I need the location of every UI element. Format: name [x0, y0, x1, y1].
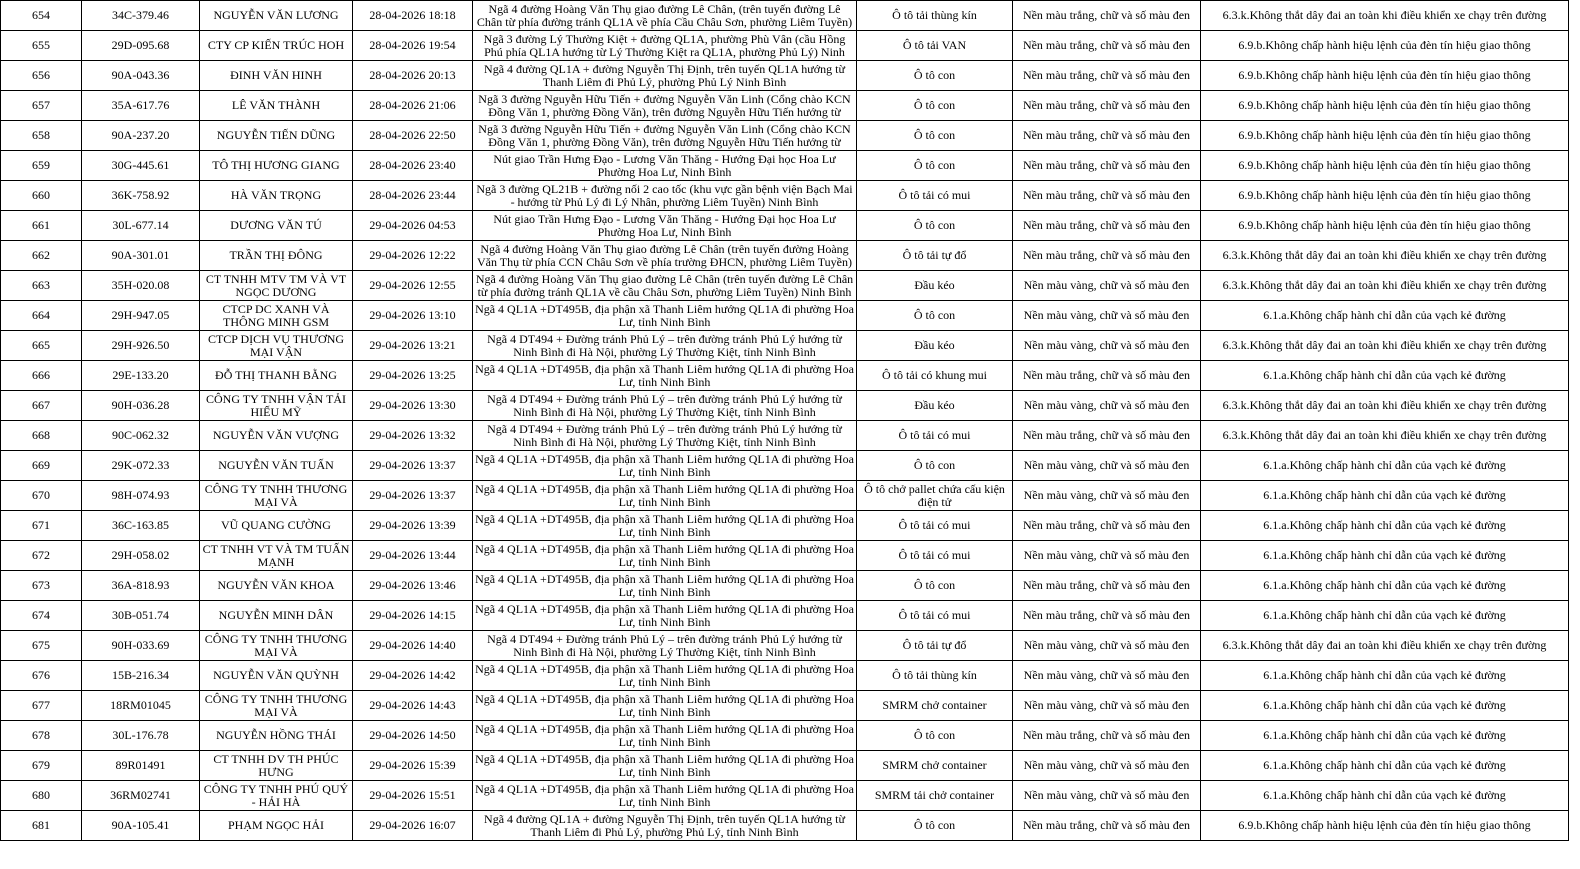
violation-description-cell: 6.1.a.Không chấp hành chỉ dẫn của vạch kẻ đường [1201, 691, 1569, 721]
violation-description-cell: 6.3.k.Không thắt dây đai an toàn khi điều khiển xe chạy trên đường [1201, 421, 1569, 451]
violation-description-cell: 6.1.a.Không chấp hành chỉ dẫn của vạch kẻ đường [1201, 781, 1569, 811]
violation-time-cell: 29-04-2026 14:50 [353, 721, 473, 751]
owner-name-cell: CT TNHH MTV TM VÀ VT NGỌC DƯƠNG [200, 271, 353, 301]
table-row [1, 391, 1569, 421]
license-plate-cell: 34C-379.46 [82, 1, 200, 31]
owner-name-cell: ĐỖ THỊ THANH BẰNG [200, 361, 353, 391]
violation-location-cell: Ngã 4 DT494 + Đường tránh Phủ Lý – trên đường tránh Phủ Lý hướng từ Ninh Bình đi Hà Nội, phường Lý Thường Kiệt, tỉnh Ninh Bình [473, 391, 857, 421]
table-row [1, 271, 1569, 301]
license-plate-cell: 90H-036.28 [82, 391, 200, 421]
violation-location-cell: Ngã 4 DT494 + Đường tránh Phủ Lý – trên đường tránh Phủ Lý hướng từ Ninh Bình đi Hà Nội, phường Lý Thường Kiệt, tỉnh Ninh Bình [473, 631, 857, 661]
table-row [1, 781, 1569, 811]
violation-description-cell: 6.1.a.Không chấp hành chỉ dẫn của vạch kẻ đường [1201, 571, 1569, 601]
violation-location-cell: Ngã 4 QL1A +DT495B, địa phận xã Thanh Liêm hướng QL1A đi phường Hoa Lư, tỉnh Ninh Bình [473, 661, 857, 691]
violation-time-cell: 28-04-2026 23:44 [353, 181, 473, 211]
table-body [1, 1, 1569, 841]
violation-location-cell: Ngã 3 đường Nguyễn Hữu Tiến + đường Nguyễn Văn Linh (Cổng chào KCN Đồng Văn 1, phường Đồng Văn), trên đường Nguyễn Hữu Tiến hướng từ [473, 121, 857, 151]
vehicle-type-cell: Ô tô tải thùng kín [857, 661, 1013, 691]
vehicle-type-cell: Ô tô con [857, 811, 1013, 841]
row-number-cell: 667 [1, 391, 82, 421]
row-number-cell: 675 [1, 631, 82, 661]
vehicle-type-cell: Ô tô tải có mui [857, 541, 1013, 571]
plate-color-cell: Nền màu trắng, chữ và số màu đen [1013, 151, 1201, 181]
violation-time-cell: 29-04-2026 13:32 [353, 421, 473, 451]
violation-description-cell: 6.1.a.Không chấp hành chỉ dẫn của vạch kẻ đường [1201, 361, 1569, 391]
plate-color-cell: Nền màu vàng, chữ và số màu đen [1013, 301, 1201, 331]
violation-location-cell: Ngã 4 đường QL1A + đường Nguyễn Thị Định, trên tuyến QL1A hướng từ Thanh Liêm đi Phủ Lý, phường Phủ Lý, tỉnh Ninh Bình [473, 811, 857, 841]
violation-description-cell: 6.1.a.Không chấp hành chỉ dẫn của vạch kẻ đường [1201, 721, 1569, 751]
table-row [1, 631, 1569, 661]
table-row [1, 331, 1569, 361]
vehicle-type-cell: Ô tô con [857, 61, 1013, 91]
row-number-cell: 656 [1, 61, 82, 91]
vehicle-type-cell: Ô tô tải thùng kín [857, 1, 1013, 31]
violation-description-cell: 6.9.b.Không chấp hành hiệu lệnh của đèn tín hiệu giao thông [1201, 211, 1569, 241]
plate-color-cell: Nền màu trắng, chữ và số màu đen [1013, 91, 1201, 121]
row-number-cell: 661 [1, 211, 82, 241]
violation-time-cell: 29-04-2026 14:43 [353, 691, 473, 721]
license-plate-cell: 15B-216.34 [82, 661, 200, 691]
row-number-cell: 660 [1, 181, 82, 211]
violation-time-cell: 28-04-2026 19:54 [353, 31, 473, 61]
violation-time-cell: 29-04-2026 13:37 [353, 481, 473, 511]
violation-description-cell: 6.9.b.Không chấp hành hiệu lệnh của đèn tín hiệu giao thông [1201, 91, 1569, 121]
owner-name-cell: CT TNHH VT VÀ TM TUẤN MẠNH [200, 541, 353, 571]
row-number-cell: 654 [1, 1, 82, 31]
owner-name-cell: CÔNG TY TNHH THƯƠNG MẠI VÀ [200, 631, 353, 661]
violation-location-cell: Ngã 4 QL1A +DT495B, địa phận xã Thanh Liêm hướng QL1A đi phường Hoa Lư, tỉnh Ninh Bình [473, 721, 857, 751]
violation-time-cell: 29-04-2026 14:42 [353, 661, 473, 691]
owner-name-cell: VŨ QUANG CƯỜNG [200, 511, 353, 541]
row-number-cell: 677 [1, 691, 82, 721]
violation-time-cell: 29-04-2026 15:39 [353, 751, 473, 781]
plate-color-cell: Nền màu trắng, chữ và số màu đen [1013, 721, 1201, 751]
table-row [1, 601, 1569, 631]
license-plate-cell: 98H-074.93 [82, 481, 200, 511]
license-plate-cell: 30L-176.78 [82, 721, 200, 751]
plate-color-cell: Nền màu vàng, chữ và số màu đen [1013, 451, 1201, 481]
table-row [1, 451, 1569, 481]
license-plate-cell: 35H-020.08 [82, 271, 200, 301]
violation-description-cell: 6.9.b.Không chấp hành hiệu lệnh của đèn tín hiệu giao thông [1201, 61, 1569, 91]
violation-time-cell: 29-04-2026 14:15 [353, 601, 473, 631]
owner-name-cell: NGUYỄN TIẾN DŨNG [200, 121, 353, 151]
owner-name-cell: NGUYỄN VĂN VƯỢNG [200, 421, 353, 451]
license-plate-cell: 29K-072.33 [82, 451, 200, 481]
violation-location-cell: Ngã 4 đường QL1A + đường Nguyễn Thị Định, trên tuyến QL1A hướng từ Thanh Liêm đi Phủ Lý, phường Phủ Lý Ninh Bình [473, 61, 857, 91]
owner-name-cell: NGUYỄN MINH DÂN [200, 601, 353, 631]
row-number-cell: 676 [1, 661, 82, 691]
violation-time-cell: 28-04-2026 20:13 [353, 61, 473, 91]
violation-description-cell: 6.1.a.Không chấp hành chỉ dẫn của vạch kẻ đường [1201, 751, 1569, 781]
license-plate-cell: 36K-758.92 [82, 181, 200, 211]
plate-color-cell: Nền màu vàng, chữ và số màu đen [1013, 781, 1201, 811]
plate-color-cell: Nền màu vàng, chữ và số màu đen [1013, 631, 1201, 661]
violation-description-cell: 6.9.b.Không chấp hành hiệu lệnh của đèn tín hiệu giao thông [1201, 31, 1569, 61]
vehicle-type-cell: Ô tô tải tự đổ [857, 631, 1013, 661]
violation-description-cell: 6.3.k.Không thắt dây đai an toàn khi điều khiển xe chạy trên đường [1201, 331, 1569, 361]
owner-name-cell: ĐINH VĂN HINH [200, 61, 353, 91]
license-plate-cell: 90A-043.36 [82, 61, 200, 91]
license-plate-cell: 89R01491 [82, 751, 200, 781]
violation-description-cell: 6.1.a.Không chấp hành chỉ dẫn của vạch kẻ đường [1201, 301, 1569, 331]
plate-color-cell: Nền màu vàng, chữ và số màu đen [1013, 271, 1201, 301]
vehicle-type-cell: Ô tô tải có mui [857, 421, 1013, 451]
license-plate-cell: 29H-926.50 [82, 331, 200, 361]
plate-color-cell: Nền màu trắng, chữ và số màu đen [1013, 241, 1201, 271]
table-row [1, 481, 1569, 511]
license-plate-cell: 90H-033.69 [82, 631, 200, 661]
vehicle-type-cell: Ô tô chở pallet chứa cấu kiện điện tử [857, 481, 1013, 511]
violation-time-cell: 29-04-2026 13:25 [353, 361, 473, 391]
violation-description-cell: 6.1.a.Không chấp hành chỉ dẫn của vạch kẻ đường [1201, 451, 1569, 481]
violation-time-cell: 29-04-2026 13:46 [353, 571, 473, 601]
license-plate-cell: 36A-818.93 [82, 571, 200, 601]
plate-color-cell: Nền màu trắng, chữ và số màu đen [1013, 211, 1201, 241]
vehicle-type-cell: SMRM chở container [857, 751, 1013, 781]
vehicle-type-cell: SMRM chở container [857, 691, 1013, 721]
violation-location-cell: Ngã 4 QL1A +DT495B, địa phận xã Thanh Liêm hướng QL1A đi phường Hoa Lư, tỉnh Ninh Bình [473, 451, 857, 481]
license-plate-cell: 90C-062.32 [82, 421, 200, 451]
vehicle-type-cell: Ô tô tải VAN [857, 31, 1013, 61]
violation-description-cell: 6.1.a.Không chấp hành chỉ dẫn của vạch kẻ đường [1201, 541, 1569, 571]
violation-location-cell: Ngã 4 QL1A +DT495B, địa phận xã Thanh Liêm hướng QL1A đi phường Hoa Lư, tỉnh Ninh Bình [473, 691, 857, 721]
violation-location-cell: Ngã 4 QL1A +DT495B, địa phận xã Thanh Liêm hướng QL1A đi phường Hoa Lư, tỉnh Ninh Bình [473, 481, 857, 511]
vehicle-type-cell: Ô tô con [857, 211, 1013, 241]
violation-time-cell: 29-04-2026 13:44 [353, 541, 473, 571]
violation-time-cell: 29-04-2026 13:37 [353, 451, 473, 481]
plate-color-cell: Nền màu trắng, chữ và số màu đen [1013, 571, 1201, 601]
violation-time-cell: 29-04-2026 14:40 [353, 631, 473, 661]
violation-location-cell: Ngã 4 đường Hoàng Văn Thụ giao đường Lê Chân (trên tuyến đường Hoàng Văn Thụ từ phía CCN Châu Sơn về phía trường ĐHCN, phường Liêm Tuyền) [473, 241, 857, 271]
violation-description-cell: 6.3.k.Không thắt dây đai an toàn khi điều khiển xe chạy trên đường [1201, 271, 1569, 301]
violation-time-cell: 28-04-2026 23:40 [353, 151, 473, 181]
violation-description-cell: 6.3.k.Không thắt dây đai an toàn khi điều khiển xe chạy trên đường [1201, 391, 1569, 421]
table-row [1, 541, 1569, 571]
plate-color-cell: Nền màu trắng, chữ và số màu đen [1013, 361, 1201, 391]
vehicle-type-cell: Ô tô con [857, 301, 1013, 331]
owner-name-cell: NGUYỄN VĂN KHOA [200, 571, 353, 601]
vehicle-type-cell: Ô tô con [857, 721, 1013, 751]
table-row [1, 211, 1569, 241]
table-row [1, 31, 1569, 61]
table-row [1, 361, 1569, 391]
plate-color-cell: Nền màu trắng, chữ và số màu đen [1013, 181, 1201, 211]
owner-name-cell: CT TNHH DV TH PHÚC HƯNG [200, 751, 353, 781]
violation-location-cell: Ngã 4 đường Hoàng Văn Thụ giao đường Lê Chân, (trên tuyến đường Lê Chân từ phía đường tránh QL1A về phía Cầu Châu Sơn, phường Liêm Tuyền) [473, 1, 857, 31]
violation-time-cell: 29-04-2026 15:51 [353, 781, 473, 811]
plate-color-cell: Nền màu vàng, chữ và số màu đen [1013, 541, 1201, 571]
row-number-cell: 680 [1, 781, 82, 811]
violation-location-cell: Ngã 3 đường QL21B + đường nối 2 cao tốc (khu vực gần bệnh viện Bạch Mai - hướng từ Phủ Lý đi Lý Nhân, phường Liêm Tuyền) Ninh Bình [473, 181, 857, 211]
owner-name-cell: CÔNG TY TNHH VẬN TẢI HIẾU MỸ [200, 391, 353, 421]
license-plate-cell: 18RM01045 [82, 691, 200, 721]
violation-time-cell: 29-04-2026 12:55 [353, 271, 473, 301]
table-row [1, 511, 1569, 541]
violation-location-cell: Ngã 4 QL1A +DT495B, địa phận xã Thanh Liêm hướng QL1A đi phường Hoa Lư, tỉnh Ninh Bình [473, 511, 857, 541]
violation-description-cell: 6.1.a.Không chấp hành chỉ dẫn của vạch kẻ đường [1201, 661, 1569, 691]
violation-description-cell: 6.1.a.Không chấp hành chỉ dẫn của vạch kẻ đường [1201, 481, 1569, 511]
vehicle-type-cell: SMRM tải chở container [857, 781, 1013, 811]
violation-description-cell: 6.3.k.Không thắt dây đai an toàn khi điều khiển xe chạy trên đường [1201, 631, 1569, 661]
table-row [1, 751, 1569, 781]
license-plate-cell: 90A-301.01 [82, 241, 200, 271]
table-row [1, 571, 1569, 601]
row-number-cell: 668 [1, 421, 82, 451]
violation-location-cell: Ngã 4 QL1A +DT495B, địa phận xã Thanh Liêm hướng QL1A đi phường Hoa Lư, tỉnh Ninh Bình [473, 541, 857, 571]
owner-name-cell: CÔNG TY TNHH THƯƠNG MẠI VÀ [200, 481, 353, 511]
owner-name-cell: NGUYỄN VĂN TUẤN [200, 451, 353, 481]
vehicle-type-cell: Ô tô tải có mui [857, 601, 1013, 631]
license-plate-cell: 29H-058.02 [82, 541, 200, 571]
violation-location-cell: Ngã 4 QL1A +DT495B, địa phận xã Thanh Liêm hướng QL1A đi phường Hoa Lư, tỉnh Ninh Bình [473, 571, 857, 601]
owner-name-cell: CTCP DC XANH VÀ THÔNG MINH GSM [200, 301, 353, 331]
row-number-cell: 662 [1, 241, 82, 271]
violation-time-cell: 29-04-2026 04:53 [353, 211, 473, 241]
row-number-cell: 655 [1, 31, 82, 61]
row-number-cell: 659 [1, 151, 82, 181]
violation-description-cell: 6.9.b.Không chấp hành hiệu lệnh của đèn tín hiệu giao thông [1201, 181, 1569, 211]
plate-color-cell: Nền màu vàng, chữ và số màu đen [1013, 751, 1201, 781]
violation-location-cell: Ngã 3 đường Lý Thường Kiệt + đường QL1A, phường Phù Vân (cầu Hồng Phú phía QL1A hướng từ Lý Thường Kiệt ra QL1A, phường Phủ Lý) Ninh [473, 31, 857, 61]
owner-name-cell: HÀ VĂN TRỌNG [200, 181, 353, 211]
owner-name-cell: CTCP DỊCH VỤ THƯƠNG MẠI VẬN [200, 331, 353, 361]
plate-color-cell: Nền màu vàng, chữ và số màu đen [1013, 331, 1201, 361]
table-row [1, 301, 1569, 331]
plate-color-cell: Nền màu trắng, chữ và số màu đen [1013, 61, 1201, 91]
violation-location-cell: Nút giao Trần Hưng Đạo - Lương Văn Thăng - Hướng Đại học Hoa Lư Phường Hoa Lư, Ninh Bình [473, 151, 857, 181]
violation-location-cell: Ngã 4 DT494 + Đường tránh Phủ Lý – trên đường tránh Phủ Lý hướng từ Ninh Bình đi Hà Nội, phường Lý Thường Kiệt, tỉnh Ninh Bình [473, 331, 857, 361]
row-number-cell: 669 [1, 451, 82, 481]
table-row [1, 661, 1569, 691]
owner-name-cell: CTY CP KIẾN TRÚC HOH [200, 31, 353, 61]
owner-name-cell: LÊ VĂN THÀNH [200, 91, 353, 121]
table-row [1, 91, 1569, 121]
license-plate-cell: 29E-133.20 [82, 361, 200, 391]
table-row [1, 181, 1569, 211]
violation-location-cell: Ngã 4 QL1A +DT495B, địa phận xã Thanh Liêm hướng QL1A đi phường Hoa Lư, tỉnh Ninh Bình [473, 361, 857, 391]
owner-name-cell: TRẦN THỊ ĐÔNG [200, 241, 353, 271]
violation-time-cell: 29-04-2026 13:10 [353, 301, 473, 331]
violation-time-cell: 29-04-2026 13:21 [353, 331, 473, 361]
license-plate-cell: 36C-163.85 [82, 511, 200, 541]
table-row [1, 691, 1569, 721]
row-number-cell: 665 [1, 331, 82, 361]
vehicle-type-cell: Ô tô tải có mui [857, 181, 1013, 211]
violation-time-cell: 29-04-2026 13:39 [353, 511, 473, 541]
row-number-cell: 674 [1, 601, 82, 631]
plate-color-cell: Nền màu trắng, chữ và số màu đen [1013, 421, 1201, 451]
row-number-cell: 657 [1, 91, 82, 121]
table-row [1, 721, 1569, 751]
row-number-cell: 673 [1, 571, 82, 601]
vehicle-type-cell: Ô tô tải có mui [857, 511, 1013, 541]
row-number-cell: 679 [1, 751, 82, 781]
license-plate-cell: 36RM02741 [82, 781, 200, 811]
license-plate-cell: 90A-105.41 [82, 811, 200, 841]
table-row [1, 1, 1569, 31]
owner-name-cell: CÔNG TY TNHH PHÚ QUÝ - HẢI HÀ [200, 781, 353, 811]
license-plate-cell: 90A-237.20 [82, 121, 200, 151]
vehicle-type-cell: Ô tô tải tự đổ [857, 241, 1013, 271]
plate-color-cell: Nền màu vàng, chữ và số màu đen [1013, 391, 1201, 421]
violation-location-cell: Ngã 4 đường Hoàng Văn Thụ giao đường Lê Chân (trên tuyến đường Lê Chân từ phía đường tránh QL1A về cầu Châu Sơn, phường Liêm Tuyền) Ninh Bình [473, 271, 857, 301]
violation-location-cell: Ngã 4 QL1A +DT495B, địa phận xã Thanh Liêm hướng QL1A đi phường Hoa Lư, tỉnh Ninh Bình [473, 781, 857, 811]
owner-name-cell: NGUYỄN HỒNG THÁI [200, 721, 353, 751]
vehicle-type-cell: Ô tô con [857, 571, 1013, 601]
row-number-cell: 672 [1, 541, 82, 571]
violation-location-cell: Ngã 4 QL1A +DT495B, địa phận xã Thanh Liêm hướng QL1A đi phường Hoa Lư, tỉnh Ninh Bình [473, 751, 857, 781]
violation-time-cell: 28-04-2026 18:18 [353, 1, 473, 31]
vehicle-type-cell: Ô tô con [857, 151, 1013, 181]
violation-time-cell: 29-04-2026 12:22 [353, 241, 473, 271]
owner-name-cell: CÔNG TY TNHH THƯƠNG MẠI VÀ [200, 691, 353, 721]
plate-color-cell: Nền màu trắng, chữ và số màu đen [1013, 121, 1201, 151]
row-number-cell: 671 [1, 511, 82, 541]
violation-location-cell: Nút giao Trần Hưng Đạo - Lương Văn Thăng - Hướng Đại học Hoa Lư Phường Hoa Lư, Ninh Bình [473, 211, 857, 241]
table-row [1, 811, 1569, 841]
row-number-cell: 658 [1, 121, 82, 151]
plate-color-cell: Nền màu trắng, chữ và số màu đen [1013, 811, 1201, 841]
license-plate-cell: 29D-095.68 [82, 31, 200, 61]
row-number-cell: 663 [1, 271, 82, 301]
plate-color-cell: Nền màu trắng, chữ và số màu đen [1013, 601, 1201, 631]
plate-color-cell: Nền màu trắng, chữ và số màu đen [1013, 31, 1201, 61]
vehicle-type-cell: Đầu kéo [857, 271, 1013, 301]
owner-name-cell: NGUYỄN VĂN QUỲNH [200, 661, 353, 691]
license-plate-cell: 35A-617.76 [82, 91, 200, 121]
row-number-cell: 678 [1, 721, 82, 751]
violation-description-cell: 6.3.k.Không thắt dây đai an toàn khi điều khiển xe chạy trên đường [1201, 241, 1569, 271]
license-plate-cell: 30L-677.14 [82, 211, 200, 241]
violation-description-cell: 6.9.b.Không chấp hành hiệu lệnh của đèn tín hiệu giao thông [1201, 811, 1569, 841]
violation-description-cell: 6.3.k.Không thắt dây đai an toàn khi điều khiển xe chạy trên đường [1201, 1, 1569, 31]
row-number-cell: 670 [1, 481, 82, 511]
violation-time-cell: 28-04-2026 21:06 [353, 91, 473, 121]
owner-name-cell: NGUYỄN VĂN LƯƠNG [200, 1, 353, 31]
table-row [1, 241, 1569, 271]
license-plate-cell: 29H-947.05 [82, 301, 200, 331]
license-plate-cell: 30G-445.61 [82, 151, 200, 181]
plate-color-cell: Nền màu vàng, chữ và số màu đen [1013, 661, 1201, 691]
violation-location-cell: Ngã 4 QL1A +DT495B, địa phận xã Thanh Liêm hướng QL1A đi phường Hoa Lư, tỉnh Ninh Bình [473, 301, 857, 331]
vehicle-type-cell: Ô tô tải có khung mui [857, 361, 1013, 391]
owner-name-cell: PHẠM NGỌC HẢI [200, 811, 353, 841]
table-row [1, 151, 1569, 181]
violation-time-cell: 29-04-2026 13:30 [353, 391, 473, 421]
license-plate-cell: 30B-051.74 [82, 601, 200, 631]
plate-color-cell: Nền màu vàng, chữ và số màu đen [1013, 481, 1201, 511]
table-row [1, 61, 1569, 91]
table-row [1, 421, 1569, 451]
row-number-cell: 681 [1, 811, 82, 841]
row-number-cell: 664 [1, 301, 82, 331]
violation-description-cell: 6.1.a.Không chấp hành chỉ dẫn của vạch kẻ đường [1201, 601, 1569, 631]
violation-description-cell: 6.9.b.Không chấp hành hiệu lệnh của đèn tín hiệu giao thông [1201, 121, 1569, 151]
violation-description-cell: 6.9.b.Không chấp hành hiệu lệnh của đèn tín hiệu giao thông [1201, 151, 1569, 181]
vehicle-type-cell: Ô tô con [857, 451, 1013, 481]
plate-color-cell: Nền màu trắng, chữ và số màu đen [1013, 1, 1201, 31]
violation-location-cell: Ngã 4 DT494 + Đường tránh Phủ Lý – trên đường tránh Phủ Lý hướng từ Ninh Bình đi Hà Nội, phường Lý Thường Kiệt, tỉnh Ninh Bình [473, 421, 857, 451]
violation-location-cell: Ngã 3 đường Nguyễn Hữu Tiến + đường Nguyễn Văn Linh (Cổng chào KCN Đồng Văn 1, phường Đồng Văn), trên đường Nguyễn Hữu Tiến hướng từ [473, 91, 857, 121]
vehicle-type-cell: Đầu kéo [857, 391, 1013, 421]
owner-name-cell: TÔ THỊ HƯƠNG GIANG [200, 151, 353, 181]
vehicle-type-cell: Ô tô con [857, 91, 1013, 121]
violation-location-cell: Ngã 4 QL1A +DT495B, địa phận xã Thanh Liêm hướng QL1A đi phường Hoa Lư, tỉnh Ninh Bình [473, 601, 857, 631]
violation-description-cell: 6.1.a.Không chấp hành chỉ dẫn của vạch kẻ đường [1201, 511, 1569, 541]
violation-time-cell: 28-04-2026 22:50 [353, 121, 473, 151]
row-number-cell: 666 [1, 361, 82, 391]
vehicle-type-cell: Đầu kéo [857, 331, 1013, 361]
plate-color-cell: Nền màu vàng, chữ và số màu đen [1013, 691, 1201, 721]
vehicle-type-cell: Ô tô con [857, 121, 1013, 151]
owner-name-cell: DƯƠNG VĂN TÚ [200, 211, 353, 241]
violation-time-cell: 29-04-2026 16:07 [353, 811, 473, 841]
table-row [1, 121, 1569, 151]
plate-color-cell: Nền màu trắng, chữ và số màu đen [1013, 511, 1201, 541]
